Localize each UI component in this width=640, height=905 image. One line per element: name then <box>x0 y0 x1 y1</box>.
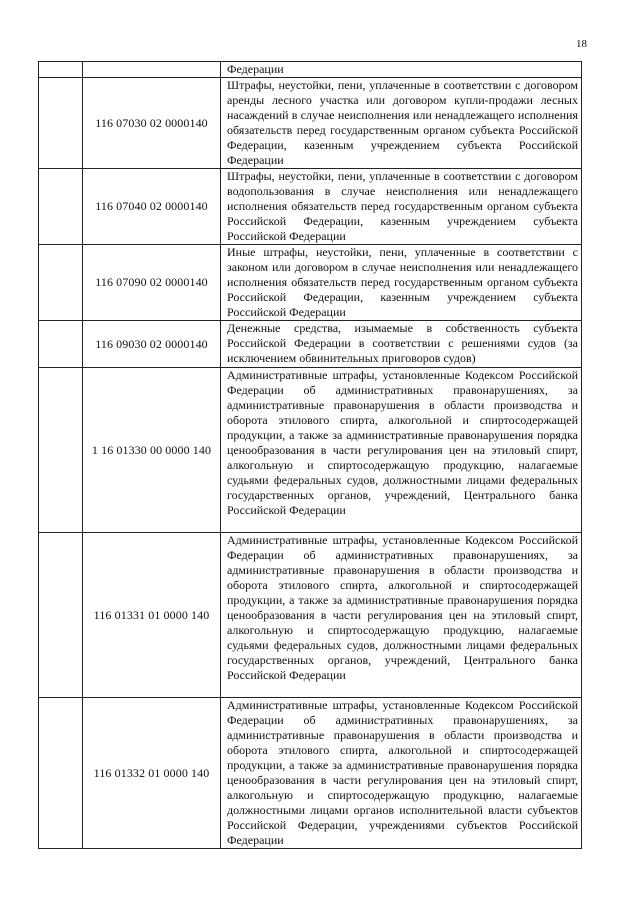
description-cell <box>221 169 582 245</box>
kbk-code-cell <box>83 62 221 78</box>
admin-code-cell <box>39 78 83 169</box>
admin-code-cell <box>39 321 83 368</box>
description-text: Административные штрафы, установленные Кодексом Российской Федерации об административных правонарушениях, за административные правонарушения в области производства и оборота этилового спирта, алкогольной и спиртосодержащей продукции, а также за административные правонарушения порядка ценообразования в части регулирования цен на этиловый спирт, алкогольную и спиртосодержащую продукцию, налагаемые должностными лицами органов исполнительной власти субъектов Российской Федерации, учреждениями субъектов Российской Федерации <box>227 698 578 847</box>
table-row <box>39 321 582 368</box>
kbk-code-cell: 116 07090 02 0000140 <box>83 245 221 321</box>
description-cell <box>221 245 582 321</box>
table-row <box>39 533 582 698</box>
admin-code-cell <box>39 698 83 849</box>
table-row <box>39 78 582 169</box>
admin-code-cell <box>39 368 83 533</box>
description-text: Федерации <box>227 62 284 76</box>
description-text: Иные штрафы, неустойки, пени, уплаченные в соответствии с законом или договором в случае неисполнения или ненадлежащего исполнения обязательств перед государственным органом субъекта Российской Федерации, казенным учреждением субъекта Российской Федерации <box>227 245 578 319</box>
description-text: Административные штрафы, установленные Кодексом Российской Федерации об административных правонарушениях, за административные правонарушения в области производства и оборота этилового спирта, алкогольной и спиртосодержащей продукции, а также за административные правонарушения порядка ценообразования в части регулирования цен на этиловый спирт, алкогольную и спиртосодержащую продукцию, налагаемые судьями федеральных судов, должностными лицами федеральных государственных органов, учреждений, Центрального банка Российской Федерации <box>227 533 578 682</box>
kbk-code-cell: 116 09030 02 0000140 <box>83 321 221 368</box>
description-text: Штрафы, неустойки, пени, уплаченные в соответствии с договором водопользования в случае неисполнения или ненадлежащего исполнения обязательств перед государственным органом субъекта Российской Федерации, казенным учреждением субъекта Российской Федерации <box>227 169 578 243</box>
kbk-code-cell: 116 01331 01 0000 140 <box>83 533 221 698</box>
description-cell <box>221 698 582 849</box>
description-text: Административные штрафы, установленные Кодексом Российской Федерации об административных правонарушениях, за административные правонарушения в области производства и оборота этилового спирта, алкогольной и спиртосодержащей продукции, а также за административные правонарушения порядка ценообразования в части регулирования цен на этиловый спирт, алкогольную и спиртосодержащую продукцию, налагаемые судьями федеральных судов, должностными лицами федеральных государственных органов, учреждений, Центрального банка Российской Федерации <box>227 368 578 517</box>
description-cell <box>221 62 582 78</box>
table-row <box>39 245 582 321</box>
kbk-code-cell: 116 07040 02 0000140 <box>83 169 221 245</box>
description-text: Денежные средства, изымаемые в собственность субъекта Российской Федерации в соответствии с решениями судов (за исключением обвинительных приговоров судов) <box>227 321 578 365</box>
kbk-code-cell: 116 07030 02 0000140 <box>83 78 221 169</box>
admin-code-cell <box>39 169 83 245</box>
table-row <box>39 368 582 533</box>
description-text: Штрафы, неустойки, пени, уплаченные в соответствии с договором аренды лесного участка или договором купли-продажи лесных насаждений в случае неисполнения или ненадлежащего исполнения обязательств перед государственным органом субъекта Российской Федерации, казенным учреждением субъекта Российской Федерации <box>227 78 578 167</box>
table-row <box>39 698 582 849</box>
kbk-code-cell: 116 01332 01 0000 140 <box>83 698 221 849</box>
description-cell <box>221 368 582 533</box>
description-cell <box>221 533 582 698</box>
description-cell <box>221 78 582 169</box>
table-row <box>39 169 582 245</box>
admin-code-cell <box>39 62 83 78</box>
description-cell <box>221 321 582 368</box>
page-number: 18 <box>576 38 587 50</box>
admin-code-cell <box>39 245 83 321</box>
admin-code-cell <box>39 533 83 698</box>
table-row <box>39 62 582 78</box>
budget-classification-table <box>38 61 582 849</box>
kbk-code-cell: 1 16 01330 00 0000 140 <box>83 368 221 533</box>
